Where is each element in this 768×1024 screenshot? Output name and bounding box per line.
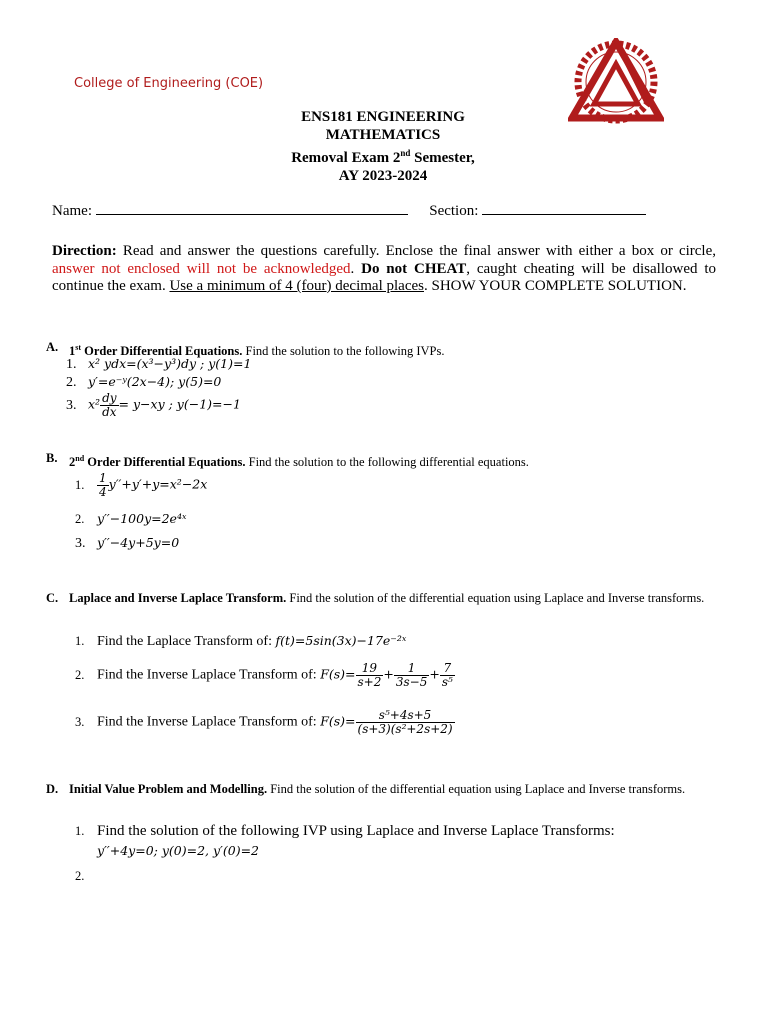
exam-line: Removal Exam 2nd Semester,	[291, 148, 475, 166]
section-a-heading: A. 1st Order Differential Equations. Find the solution to the following IVPs.	[46, 340, 445, 359]
name-blank[interactable]	[96, 200, 408, 215]
section-c-heading: C. Laplace and Inverse Laplace Transform. Find the solution of the differential equation using Laplace and Inverse transforms.	[46, 591, 705, 605]
name-label: Name:	[52, 203, 92, 219]
section-a-item-3: 3. x² $\frac{dy}{dx}$ = y−xy ; y(−1)=−1	[66, 391, 241, 419]
university-seal-logo	[568, 38, 664, 124]
course-line-2: MATHEMATICS	[325, 127, 441, 143]
name-section-row	[52, 200, 646, 220]
section-c-item-3: 3. Find the Inverse Laplace Transform of: F(s)= $\frac{\text{s⁵+4s+5}}{\text{(s+3)(s²+2s+2)}}$	[75, 708, 453, 736]
section-d-item-1-equation: y′′+4y=0; y(0)=2, y′(0)=2	[97, 843, 260, 858]
section-d-item-2: 2.	[75, 869, 85, 883]
exam-title	[200, 108, 566, 185]
section-a-item-2: 2. y′=e⁻ʸ(2x−4); y(5)=0	[66, 374, 222, 390]
section-d-item-1: 1. Find the solution of the following IVP using Laplace and Inverse Laplace Transforms:	[75, 823, 615, 839]
section-d-heading: D. Initial Value Problem and Modelling. Find the solution of the differential equation using Laplace and Inverse transforms.	[46, 782, 686, 796]
section-b-item-1: 1. $\frac{1}{4}$ y′′+y′+y=x²−2x	[75, 471, 208, 499]
section-c-item-1: 1. Find the Laplace Transform of: f(t)=5sin(3x)−17e⁻²ˣ	[75, 633, 407, 649]
no-cheat-text: Do not CHEAT	[361, 260, 467, 277]
section-c-item-2: 2. Find the Inverse Laplace Transform of: F(s)= $\frac{19}{s+2}$ + $\frac{1}{3s-5}$ + $\frac{7}{\text{s⁵}}$	[75, 661, 453, 689]
warning-text: answer not enclosed will not be acknowledged	[52, 260, 351, 277]
direction-label: Direction:	[52, 243, 117, 259]
directions-paragraph: Direction: Read and answer the questions carefully. Enclose the final answer with either a box or circle, answer not enclosed will not be acknowledged. Do not CHEAT, caught cheating will be disallowed to continue the exam. Use a minimum of 4 (four) decimal places. SHOW YOUR COMPLETE SOLUTION.	[52, 243, 717, 294]
college-name: College of Engineering (COE)	[74, 76, 264, 91]
section-b-item-2: 2. y′′−100y=2e⁴ˣ	[75, 511, 187, 526]
course-line-1: ENS181 ENGINEERING	[301, 109, 465, 125]
section-label: Section:	[429, 203, 479, 219]
decimal-rule-text: Use a minimum of 4 (four) decimal places	[169, 278, 424, 294]
section-b-item-3: 3. y′′−4y+5y=0	[75, 535, 180, 551]
section-a-item-1: 1. x² ydx=(x³−y³)dy ; y(1)=1	[66, 356, 252, 372]
section-b-heading: B. 2nd Order Differential Equations. Find the solution to the following differential equations.	[46, 451, 529, 470]
academic-year: AY 2023-2024	[338, 168, 428, 184]
section-blank[interactable]	[482, 200, 646, 215]
